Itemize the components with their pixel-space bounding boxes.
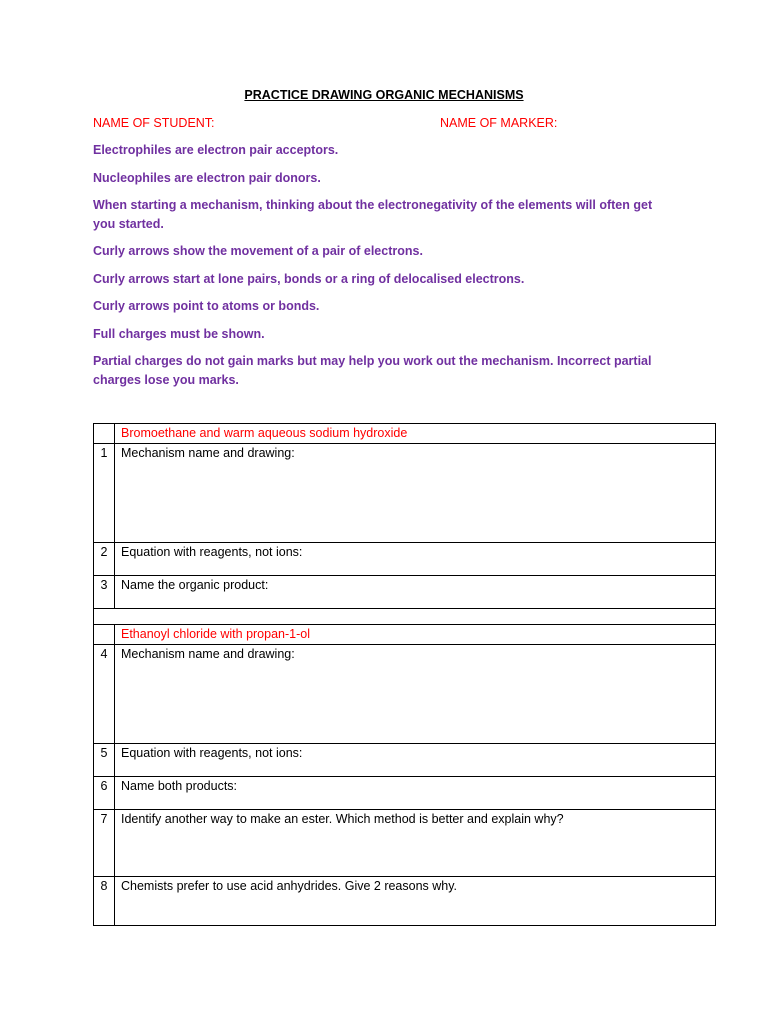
question-text: Name the organic product: — [115, 576, 716, 609]
question-number: 1 — [94, 444, 115, 543]
question-text: Mechanism name and drawing: — [115, 444, 716, 543]
rule-full-charges: Full charges must be shown. — [93, 326, 265, 341]
table-row — [94, 645, 716, 744]
table-row — [94, 543, 716, 576]
rule-electronegativity: When starting a mechanism, thinking about the electronegativity of the elements will often get you started. — [93, 198, 653, 231]
section-heading: Ethanoyl chloride with propan-1-ol — [115, 625, 716, 645]
rules-list — [93, 141, 673, 398]
table-row — [94, 777, 716, 810]
rule-curly-arrows-point: Curly arrows point to atoms or bonds. — [93, 299, 320, 313]
question-number: 5 — [94, 744, 115, 777]
student-name-label: NAME OF STUDENT: — [93, 116, 215, 130]
question-text: Name both products: — [115, 777, 716, 810]
question-number: 4 — [94, 645, 115, 744]
question-number: 3 — [94, 576, 115, 609]
rule-partial-charges: Partial charges do not gain marks but may help you work out the mechanism. Incorrect partial charges lose you marks. — [93, 354, 652, 387]
table-row — [94, 877, 716, 926]
question-number: 6 — [94, 777, 115, 810]
question-text: Identify another way to make an ester. Which method is better and explain why? — [115, 810, 716, 877]
marker-name-label: NAME OF MARKER: — [440, 116, 558, 130]
section-heading-row — [94, 625, 716, 645]
question-number: 7 — [94, 810, 115, 877]
question-number: 8 — [94, 877, 115, 926]
question-text: Chemists prefer to use acid anhydrides. Give 2 reasons why. — [115, 877, 716, 926]
question-number: 2 — [94, 543, 115, 576]
question-text: Equation with reagents, not ions: — [115, 543, 716, 576]
section-heading-row — [94, 424, 716, 444]
spacer-row — [94, 609, 716, 625]
rule-curly-arrows-movement: Curly arrows show the movement of a pair of electrons. — [93, 244, 423, 258]
section-heading: Bromoethane and warm aqueous sodium hydroxide — [115, 424, 716, 444]
questions-table — [93, 423, 716, 926]
rule-electrophiles: Electrophiles are electron pair acceptors. — [93, 143, 339, 157]
rule-curly-arrows-start: Curly arrows start at lone pairs, bonds or a ring of delocalised electrons. — [93, 271, 525, 286]
names-row — [93, 116, 733, 134]
table-row — [94, 810, 716, 877]
question-text: Equation with reagents, not ions: — [115, 744, 716, 777]
question-text: Mechanism name and drawing: — [115, 645, 716, 744]
table-row — [94, 744, 716, 777]
table-row — [94, 576, 716, 609]
table-row — [94, 444, 716, 543]
page-title: PRACTICE DRAWING ORGANIC MECHANISMS — [244, 88, 524, 102]
rule-nucleophiles: Nucleophiles are electron pair donors. — [93, 170, 321, 185]
